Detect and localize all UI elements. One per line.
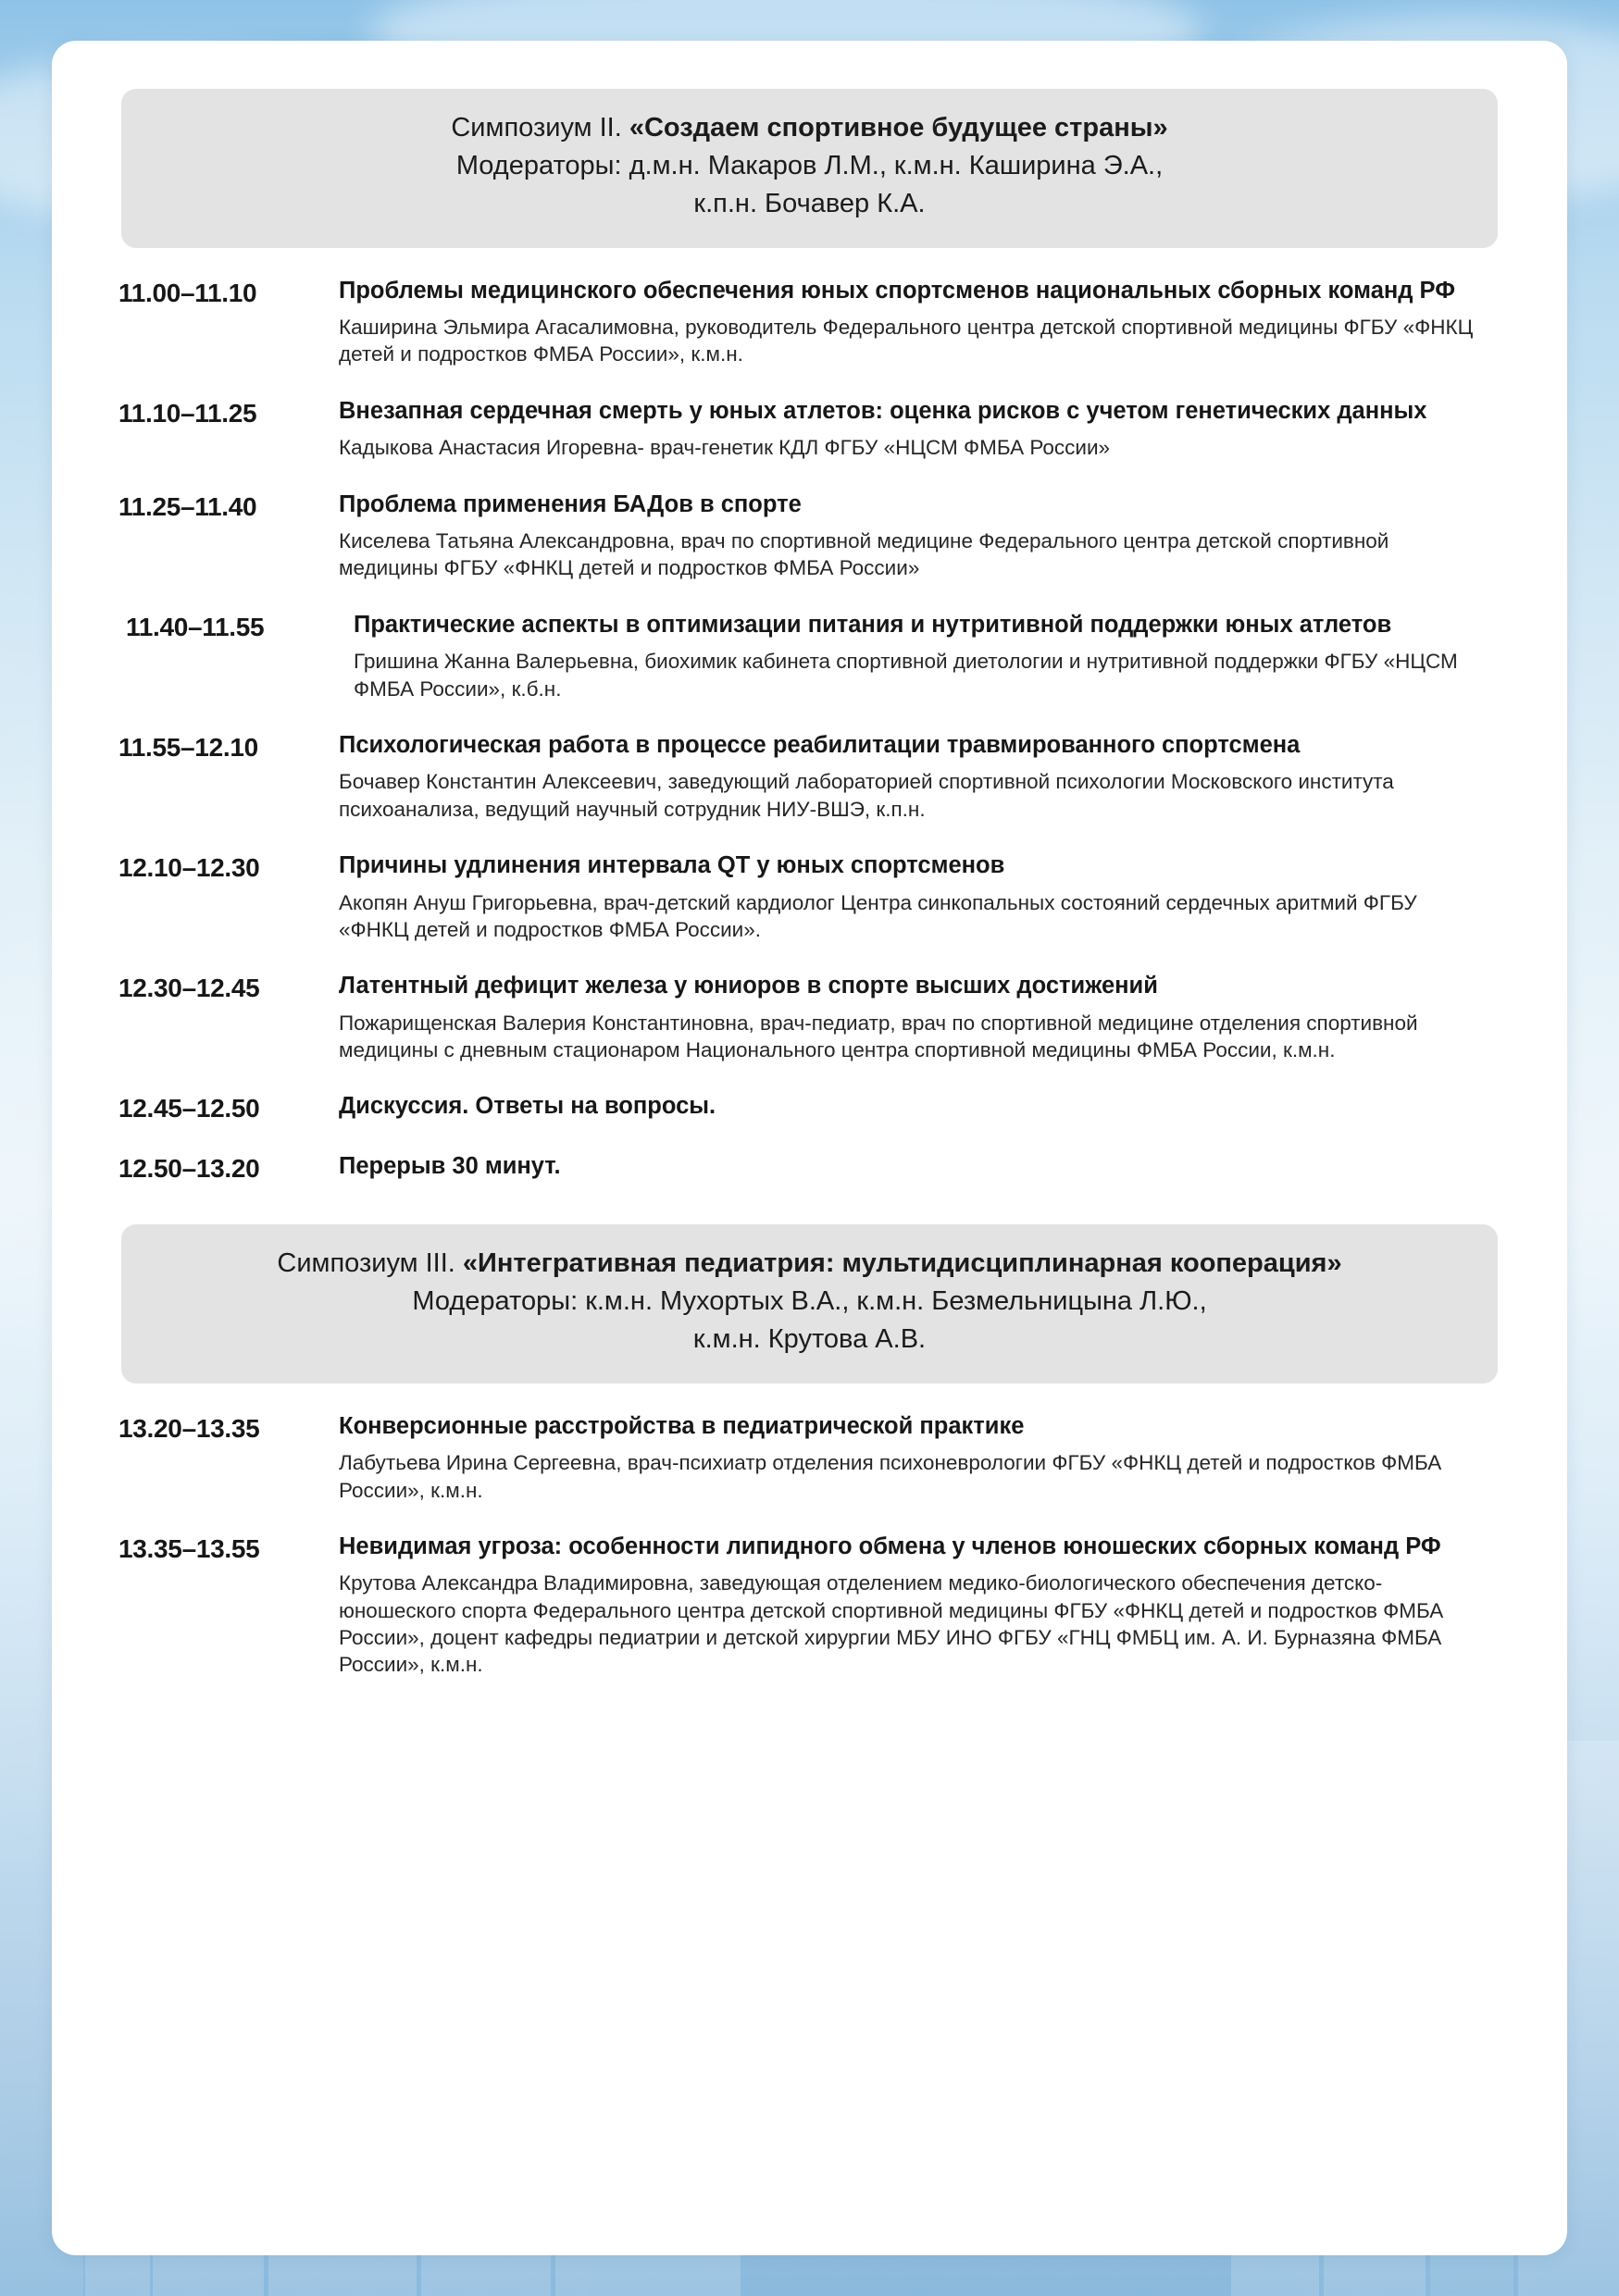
- session-body: [339, 1411, 1501, 1504]
- sessions-list-symposium-2: [118, 276, 1501, 1185]
- session-title: Перерыв 30 минут.: [339, 1153, 561, 1180]
- session-speaker: Крутова Александра Владимировна, заведующая отделением медико-биологического обеспечения детско-юношеского спорта Федерального центра детской спортивной медицины ФГБУ «ФНКЦ детей и подростков ФМБА России», доцент кафедры педиатрии и детской хирургии МБУ ИНО ФГБУ «ГНЦ ФМБЦ им. А. И. Бурназяна ФМБА России», к.м.н.: [339, 1571, 1444, 1677]
- symposium-2-title: [158, 109, 1461, 147]
- program-content: [52, 41, 1567, 2255]
- session-time: 12.45–12.50: [118, 1094, 260, 1123]
- session-speaker: Киселева Татьяна Александровна, врач по спортивной медицине Федерального центра детской спортивной медицины ФГБУ «ФНКЦ детей и подростков ФМБА России»: [339, 529, 1389, 580]
- session-row: [118, 730, 1501, 823]
- session-row: [118, 276, 1501, 368]
- symposium-3-title-prefix: Симпозиум III.: [277, 1248, 455, 1279]
- session-title: Конверсионные расстройства в педиатрической практике: [339, 1412, 1025, 1439]
- session-row: [118, 490, 1501, 582]
- session-body: [339, 850, 1501, 943]
- session-title: Практические аспекты в оптимизации питания и нутритивной поддержки юных атлетов: [354, 611, 1392, 638]
- session-body: [339, 730, 1501, 823]
- session-row: [118, 396, 1501, 462]
- symposium-2-header: [121, 89, 1498, 248]
- session-body: [346, 610, 1501, 702]
- session-row: [118, 1411, 1501, 1504]
- session-speaker: Гришина Жанна Валерьевна, биохимик кабинета спортивной диетологии и нутритивной поддержки ФГБУ «НЦСМ ФМБА России», к.б.н.: [354, 650, 1458, 701]
- session-row: [118, 971, 1501, 1063]
- session-row: [118, 1151, 1501, 1184]
- session-speaker: Лабутьева Ирина Сергеевна, врач-психиатр отделения психоневрологии ФГБУ «ФНКЦ детей и подростков ФМБА России», к.м.н.: [339, 1451, 1442, 1502]
- symposium-3-header: [121, 1224, 1498, 1384]
- session-title: Дискуссия. Ответы на вопросы.: [339, 1093, 716, 1120]
- session-time: 13.20–13.35: [118, 1413, 260, 1443]
- session-body: [339, 1532, 1501, 1679]
- session-body: [339, 971, 1501, 1063]
- symposium-3-title-name: «Интегративная педиатрия: мультидисциплинарная кооперация»: [462, 1248, 1342, 1279]
- session-title: Проблемы медицинского обеспечения юных спортсменов национальных сборных команд РФ: [339, 277, 1455, 304]
- session-row: [118, 610, 1501, 702]
- symposium-3-moderators-line1: Модераторы: к.м.н. Мухортых В.А., к.м.н. Безмельницына Л.Ю.,: [412, 1286, 1207, 1317]
- session-row: [118, 850, 1501, 943]
- session-time: 12.50–13.20: [118, 1154, 260, 1184]
- session-row: [118, 1091, 1501, 1123]
- symposium-3-moderators-line2: к.м.н. Крутова А.В.: [692, 1324, 927, 1355]
- session-time: 11.00–11.10: [118, 278, 257, 307]
- session-title: Причины удлинения интервала QT у юных спортсменов: [339, 851, 1005, 878]
- symposium-2-moderators-line1: Модераторы: д.м.н. Макаров Л.М., к.м.н. Каширина Э.А.,: [455, 151, 1164, 181]
- symposium-2-title-name: «Создаем спортивное будущее страны»: [629, 113, 1168, 143]
- symposium-2-moderators-line2: к.п.н. Бочавер К.А.: [693, 189, 926, 219]
- session-speaker: Кадыкова Анастасия Игоревна- врач-генетик КДЛ ФГБУ «НЦСМ ФМБА России»: [339, 436, 1111, 460]
- symposium-2-title-prefix: Симпозиум II.: [451, 113, 622, 143]
- symposium-3-title: [158, 1245, 1461, 1283]
- session-body: [339, 1091, 1501, 1122]
- program-page: [52, 41, 1567, 2255]
- session-body: [339, 490, 1501, 582]
- session-body: [339, 1151, 1501, 1182]
- session-time: 11.10–11.25: [118, 398, 257, 428]
- session-speaker: Каширина Эльмира Агасалимовна, руководитель Федерального центра детской спортивной медицины ФГБУ «ФНКЦ детей и подростков ФМБА России», к.м.н.: [339, 316, 1474, 366]
- session-title: Невидимая угроза: особенности липидного обмена у членов юношеских сборных команд РФ: [339, 1533, 1441, 1559]
- session-time: 12.10–12.30: [118, 852, 260, 882]
- session-time: 11.40–11.55: [126, 612, 265, 641]
- session-title: Проблема применения БАДов в спорте: [339, 490, 802, 517]
- session-time: 11.25–11.40: [118, 491, 257, 521]
- session-speaker: Бочавер Константин Алексеевич, заведующий лабораторией спортивной психологии Московского института психоанализа, ведущий научный сотрудник НИУ-ВШЭ, к.п.н.: [339, 770, 1394, 821]
- session-title: Латентный дефицит железа у юниоров в спорте высших достижений: [339, 973, 1158, 999]
- sessions-list-symposium-3: [118, 1411, 1501, 1679]
- session-time: 11.55–12.10: [118, 732, 258, 762]
- session-speaker: Пожарищенская Валерия Константиновна, врач-педиатр, врач по спортивной медицине отделения спортивной медицины с дневным стационаром Национального центра спортивной медицины ФМБА России, к.м.н.: [339, 1011, 1418, 1061]
- session-body: [339, 276, 1501, 368]
- session-title: Внезапная сердечная смерть у юных атлетов: оценка рисков с учетом генетических данных: [339, 397, 1427, 424]
- session-body: [339, 396, 1501, 462]
- session-time: 12.30–12.45: [118, 974, 260, 1003]
- session-time: 13.35–13.55: [118, 1533, 260, 1563]
- session-title: Психологическая работа в процессе реабилитации травмированного спортсмена: [339, 731, 1301, 758]
- session-row: [118, 1532, 1501, 1679]
- session-speaker: Акопян Ануш Григорьевна, врач-детский кардиолог Центра синкопальных состояний сердечных аритмий ФГБУ «ФНКЦ детей и подростков ФМБА России».: [339, 890, 1417, 941]
